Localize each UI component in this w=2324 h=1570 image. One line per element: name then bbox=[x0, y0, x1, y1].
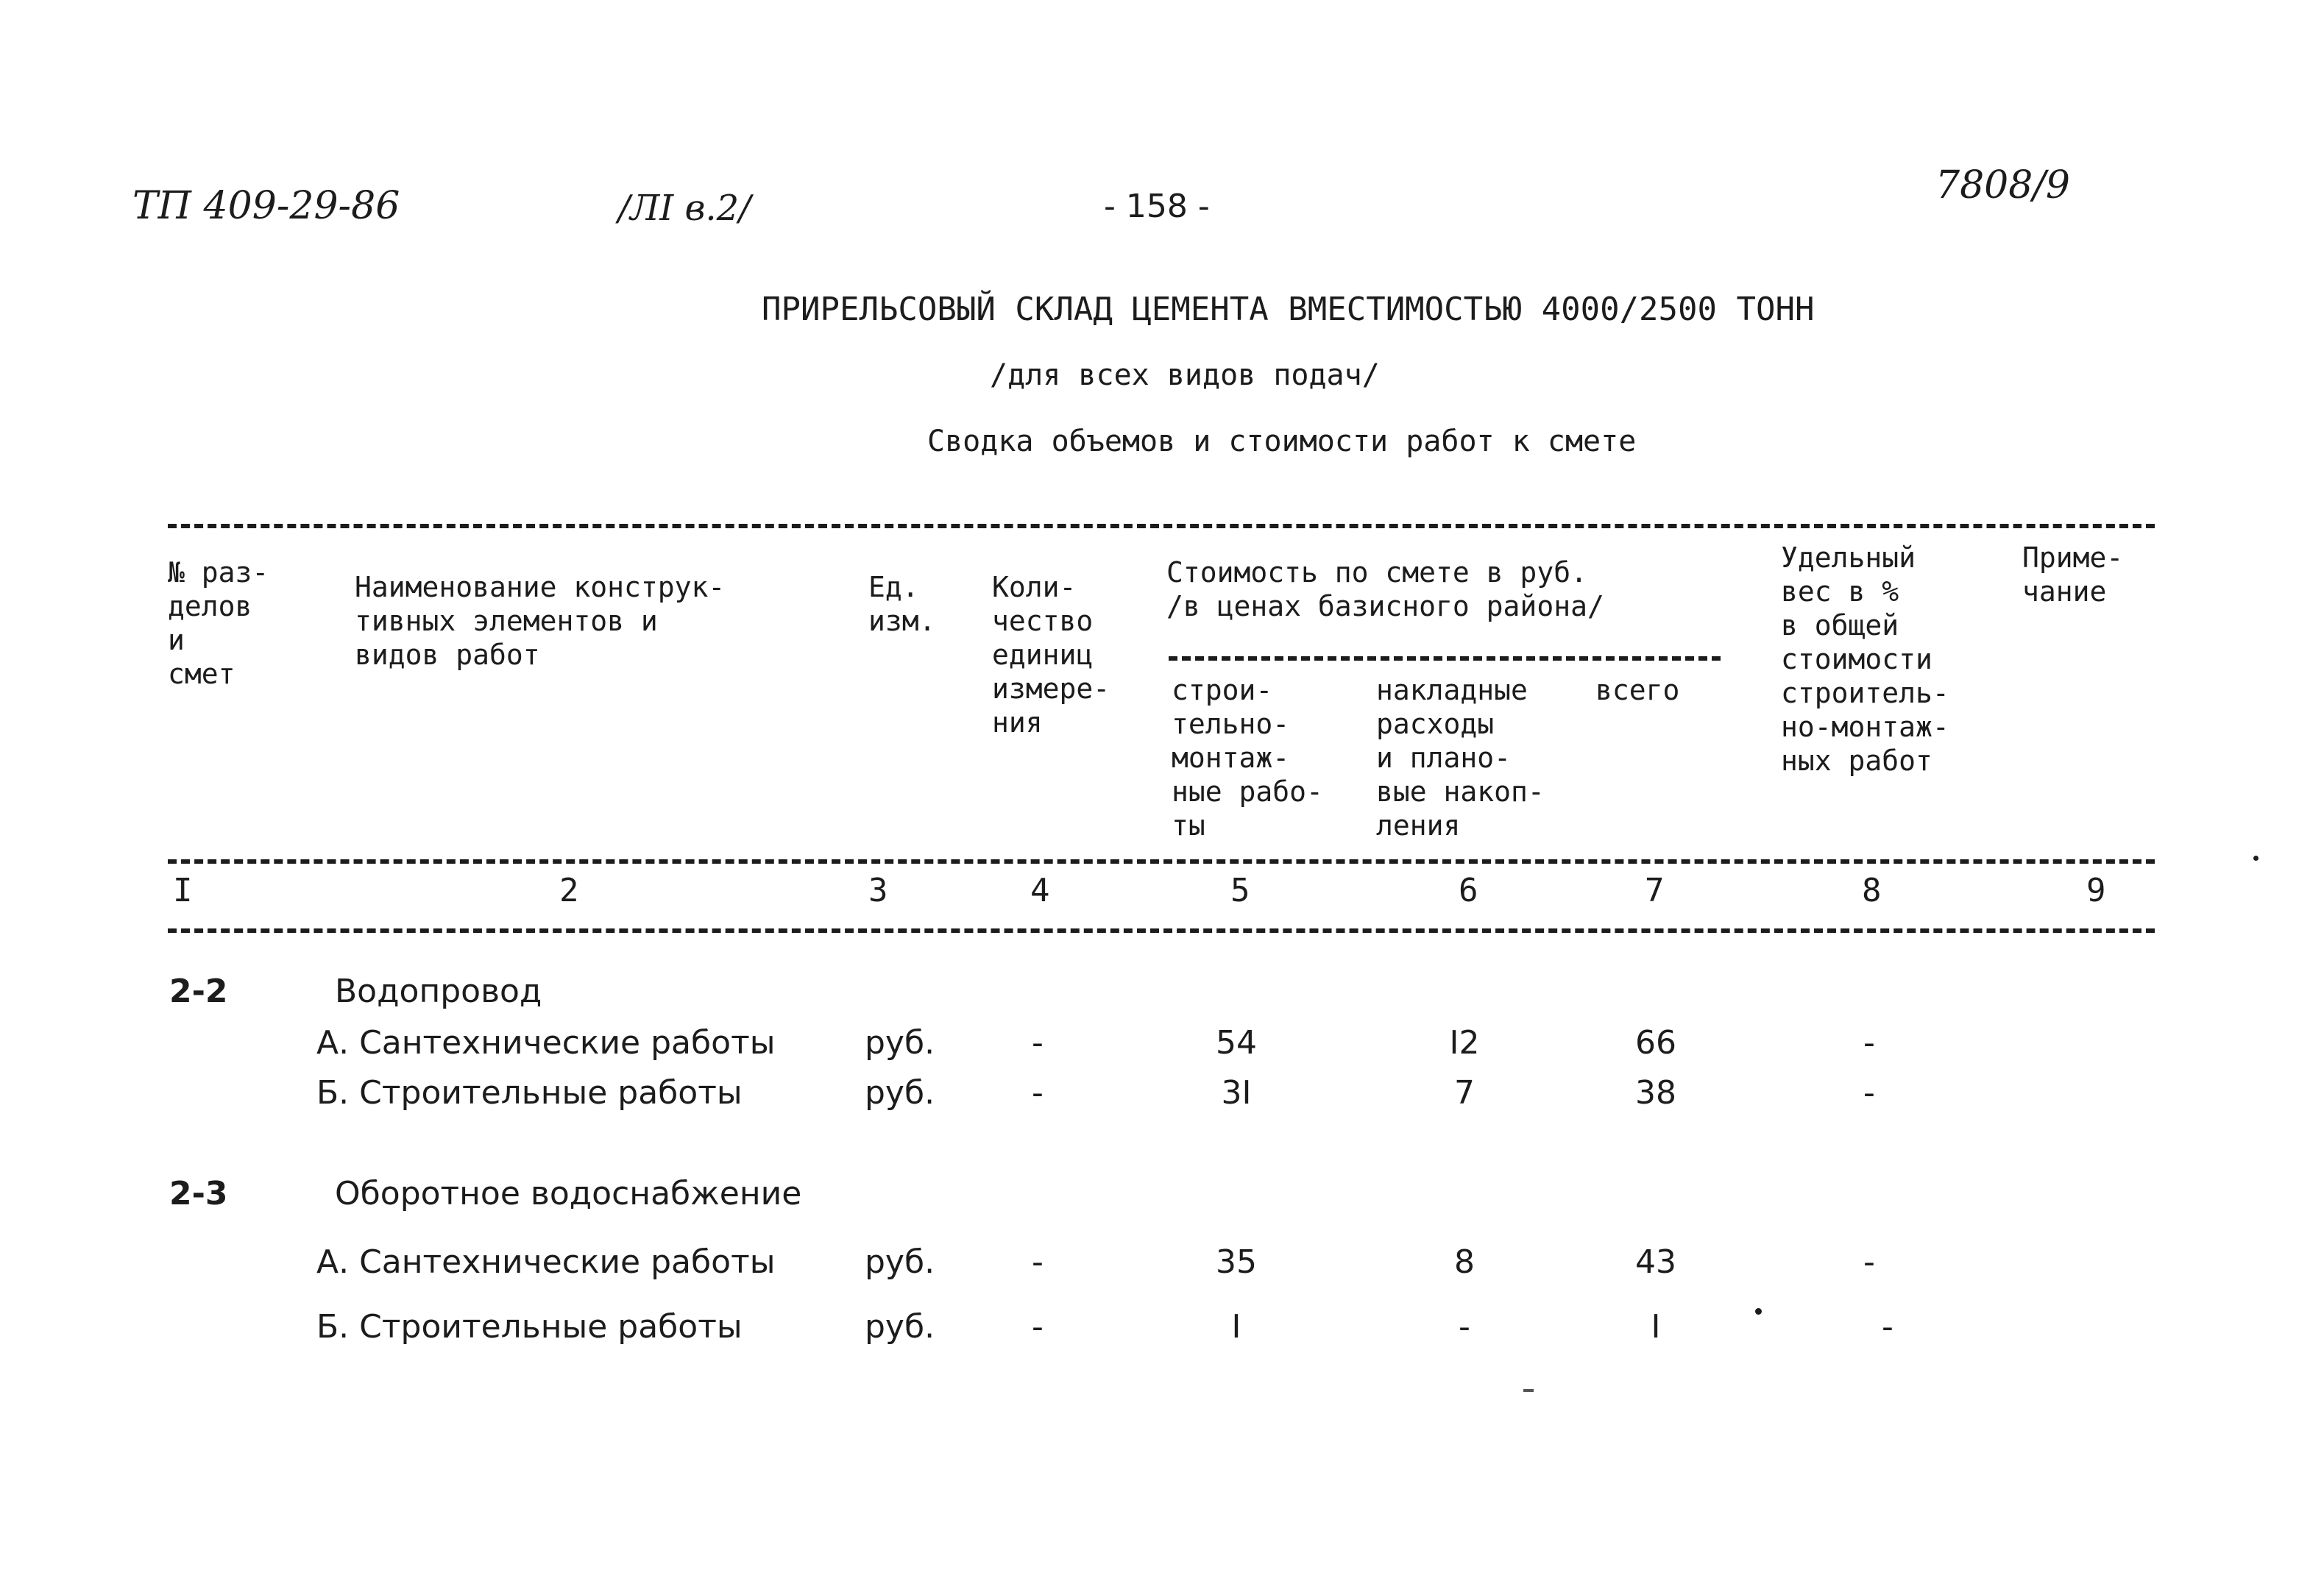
header-quantity: Коли- чество единиц измере- ния bbox=[992, 571, 1110, 739]
col-number-2: 2 bbox=[559, 872, 579, 909]
doc-code: ТП 409-29-86 bbox=[132, 184, 400, 228]
col-numbers-rule bbox=[168, 928, 2155, 933]
row-smr: 54 bbox=[1216, 1024, 1257, 1062]
page-number: - 158 - bbox=[1104, 188, 1210, 225]
header-bottom-rule bbox=[168, 859, 2155, 864]
col-number-7: 7 bbox=[1645, 872, 1665, 909]
row-overhead: 7 bbox=[1454, 1074, 1475, 1112]
row-unit: руб. bbox=[865, 1243, 935, 1281]
scan-speck bbox=[1755, 1308, 1762, 1315]
page-subtitle: /для всех видов подач/ bbox=[990, 358, 1380, 392]
scan-speck bbox=[2253, 856, 2259, 861]
row-share: - bbox=[1863, 1243, 1875, 1281]
col-number-8: 8 bbox=[1862, 872, 1882, 909]
row-qty: - bbox=[1032, 1308, 1044, 1346]
header-cost-group: Стоимость по смете в руб. /в ценах базисного района/ bbox=[1166, 556, 1604, 622]
header-element-name: Наименование конструк- тивных элементов и видов работ bbox=[355, 571, 726, 671]
page-title: ПРИРЕЛЬСОВЫЙ СКЛАД ЦЕМЕНТА ВМЕСТИМОСТЬЮ 4000/2500 ТОНН bbox=[762, 291, 1815, 328]
row-smr: 35 bbox=[1216, 1243, 1257, 1281]
col-number-1: I bbox=[173, 872, 193, 909]
row-total: 43 bbox=[1635, 1243, 1676, 1281]
row-overhead: - bbox=[1459, 1308, 1470, 1346]
row-total: 66 bbox=[1635, 1024, 1676, 1062]
header-smr-cost: строи- тельно- монтаж- ные рабо- ты bbox=[1172, 674, 1323, 842]
col-number-9: 9 bbox=[2086, 872, 2106, 909]
row-share: - bbox=[1863, 1074, 1875, 1112]
section-title: Оборотное водоснабжение bbox=[335, 1175, 802, 1212]
section-code: 2-2 bbox=[169, 973, 228, 1010]
row-share: - bbox=[1882, 1308, 1893, 1346]
row-total: 38 bbox=[1635, 1074, 1676, 1112]
section-code: 2-3 bbox=[169, 1175, 228, 1212]
row-name: Б. Строительные работы bbox=[316, 1308, 743, 1346]
header-total: всего bbox=[1595, 674, 1680, 706]
col-number-6: 6 bbox=[1459, 872, 1478, 909]
row-unit: руб. bbox=[865, 1308, 935, 1346]
header-unit: Ед. изм. bbox=[868, 571, 936, 637]
col-number-3: 3 bbox=[868, 872, 888, 909]
row-share: - bbox=[1863, 1024, 1875, 1062]
row-unit: руб. bbox=[865, 1024, 935, 1062]
inventory-number: 7808/9 bbox=[1935, 163, 2070, 207]
row-qty: - bbox=[1032, 1243, 1044, 1281]
col-number-5: 5 bbox=[1230, 872, 1250, 909]
scan-speck bbox=[1523, 1389, 1534, 1392]
row-smr: I bbox=[1231, 1308, 1241, 1346]
cost-group-rule bbox=[1169, 656, 1721, 661]
table-top-rule bbox=[168, 524, 2155, 528]
header-note: Приме- чание bbox=[2022, 541, 2124, 608]
header-overhead: накладные расходы и плано- вые накоп- ления bbox=[1376, 674, 1545, 842]
row-overhead: I2 bbox=[1449, 1024, 1480, 1062]
row-name: А. Сантехнические работы bbox=[316, 1024, 776, 1062]
album-ref: /ЛI в.2/ bbox=[618, 188, 751, 229]
row-unit: руб. bbox=[865, 1074, 935, 1112]
table-caption: Сводка объемов и стоимости работ к смете bbox=[927, 425, 1637, 458]
col-number-4: 4 bbox=[1030, 872, 1050, 909]
header-share: Удельный вес в % в общей стоимости строитель- но-монтаж- ных работ bbox=[1781, 541, 1949, 777]
header-section-no: № раз- делов и смет bbox=[168, 556, 269, 690]
row-total: I bbox=[1651, 1308, 1661, 1346]
row-name: Б. Строительные работы bbox=[316, 1074, 743, 1112]
row-qty: - bbox=[1032, 1024, 1044, 1062]
row-overhead: 8 bbox=[1454, 1243, 1475, 1281]
row-smr: 3I bbox=[1221, 1074, 1252, 1112]
section-title: Водопровод bbox=[335, 973, 542, 1010]
row-qty: - bbox=[1032, 1074, 1044, 1112]
row-name: А. Сантехнические работы bbox=[316, 1243, 776, 1281]
